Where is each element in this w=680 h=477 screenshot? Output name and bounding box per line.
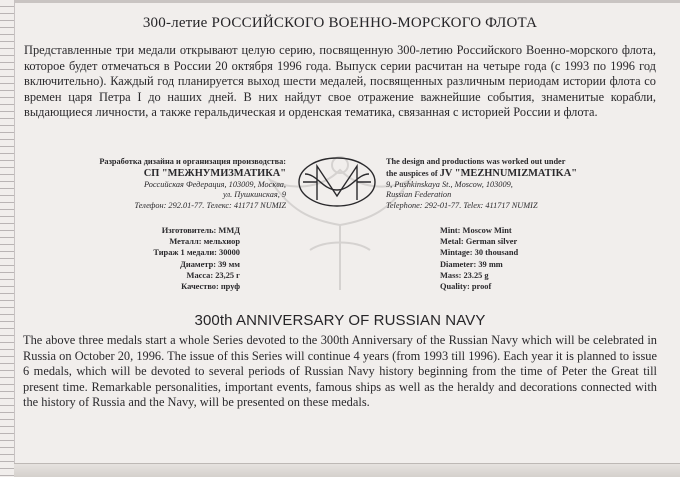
credits-en-intro-1: The design and productions was worked out under	[386, 157, 566, 166]
credits-en-address-1: 9, Pushkinskaya St., Moscow, 103009,	[386, 179, 513, 189]
specs-english	[440, 225, 640, 292]
spec-ru-diameter: Диаметр: 39 мм	[180, 259, 240, 269]
credits-ru-address-1: Российская Федерация, 103009, Москва,	[143, 179, 286, 189]
paper-fold-edge	[14, 463, 680, 477]
left-margin-strip	[0, 0, 15, 477]
spec-ru-mint: Изготовитель: ММД	[161, 226, 240, 235]
spec-en-mintage: Mintage: 30 thousand	[440, 248, 519, 258]
specs-russian	[70, 225, 240, 292]
spec-ru-mintage: Тираж 1 медали: 30000	[153, 248, 240, 258]
credits-ru-company: СП "МЕЖНУМИЗМАТИКА"	[143, 167, 286, 179]
spec-en-mass: Mass: 23.25 g	[440, 270, 489, 280]
credits-ru-phone: Телефон: 292.01-77. Телекс: 411717 NUMIZ	[134, 200, 286, 210]
spec-ru-quality: Качество: пруф	[181, 282, 240, 292]
spec-en-mint: Mint: Moscow Mint	[440, 226, 512, 235]
spec-ru-mass: Масса: 23,25 г	[186, 270, 240, 280]
spec-ru-metal: Металл: мельхиор	[169, 237, 240, 247]
english-description: The above three medals start a whole Series devoted to the 300th Anniversary of the Russian Navy which will be celebrated in Russia on October 20, 1996. The issue of this Series will continue 4 years (from 1993 till 1996). Each year it is planned to issue 6 medals, which will be devoted to several periods of Russian Navy history beginning from the time of Peter the Great till present time. Remarkable personalities, important events, famous ships as well as the heraldy and decorations connected with the history of Russia and the Navy, will be presented on these medals.	[23, 333, 657, 410]
credits-ru-address-2: ул. Пушкинская, 9	[223, 190, 286, 200]
mezhnumizmatika-logo-icon	[293, 152, 381, 212]
credits-en-company: JV "MEZHNUMIZMATIKA"	[439, 167, 577, 179]
credits-english	[386, 157, 666, 211]
spec-en-metal: Metal: German silver	[440, 237, 518, 247]
credits-en-address-2: Russian Federation	[386, 190, 452, 200]
credits-russian	[18, 157, 286, 211]
spec-en-quality: Quality: proof	[440, 282, 492, 292]
spec-en-diameter: Diameter: 39 mm	[440, 259, 503, 269]
credits-ru-intro: Разработка дизайна и организация производства:	[99, 157, 286, 166]
russian-description: Представленные три медали открывают целую серию, посвященную 300-летию Российского Военно-морского флота, которое будет отмечаться в России 20 октября 1996 года. Выпуск серии расчитан на четыре года (с 1993 по 1996 год включительно). Каждый год планируется выход шести медалей, посвященных различным периодам истории флота со времен царя Петра I до наших дней. В них найдут свое отражение важнейшие события, знаменитые корабли, выдающиеся личности, а также геральдическая и орденская тематика, связанная с историей России и флота.	[24, 43, 656, 119]
russian-title: 300-летие РОССИЙСКОГО ВОЕННО-МОРСКОГО ФЛОТА	[142, 15, 538, 31]
credits-en-intro-2: the auspices of	[386, 168, 438, 178]
paper-top-edge	[0, 0, 680, 3]
credits-en-phone: Telephone: 292-01-77. Telex: 411717 NUMIZ	[386, 200, 538, 210]
english-title: 300th ANNIVERSARY OF RUSSIAN NAVY	[194, 312, 486, 329]
